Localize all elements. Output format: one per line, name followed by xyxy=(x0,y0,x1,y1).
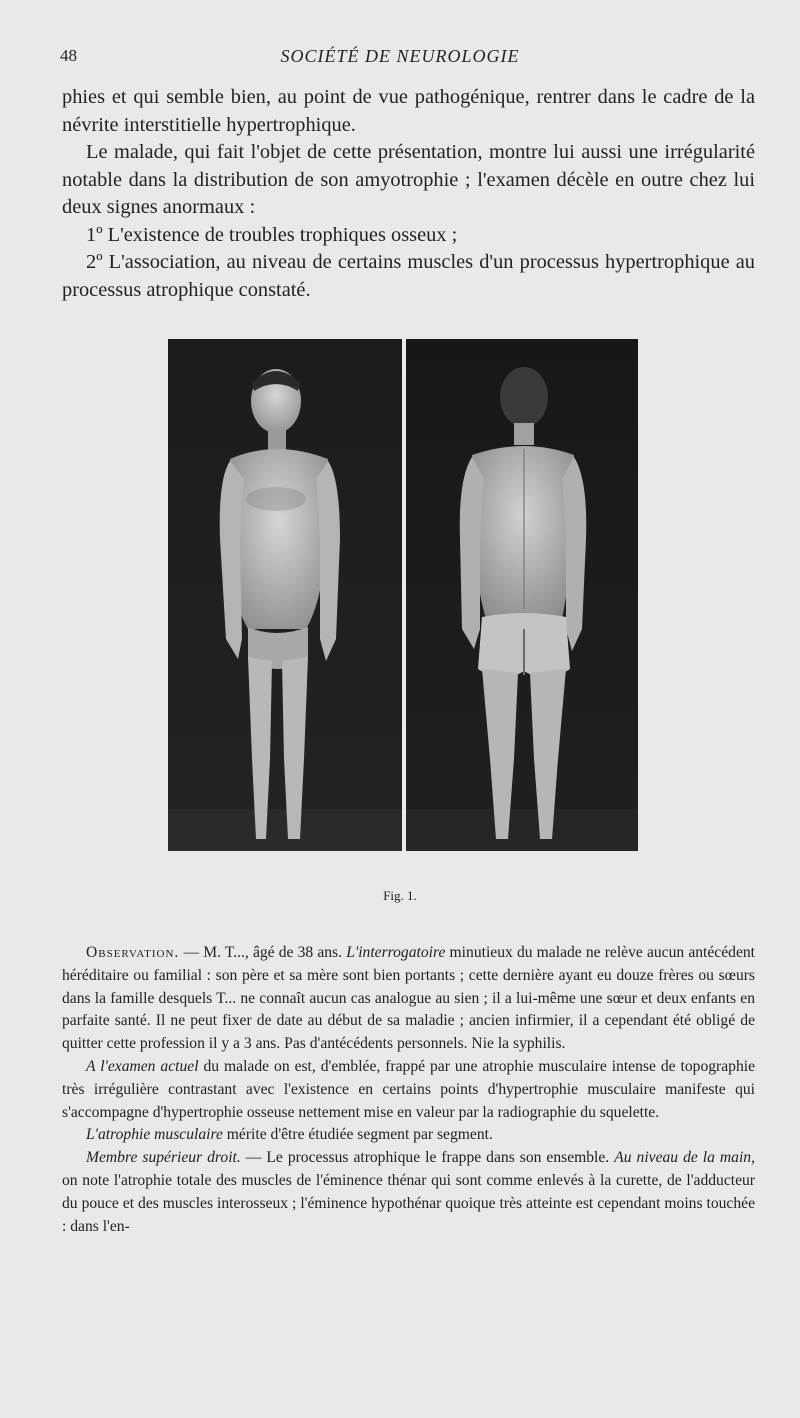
standing-figure-front xyxy=(168,339,402,851)
figure xyxy=(168,339,638,851)
atrophie-text: mérite d'être étudiée segment par segment. xyxy=(222,1126,493,1144)
observation-text-1: M. T..., âgé de 38 ans. xyxy=(203,944,347,961)
page-number: 48 xyxy=(60,46,77,65)
observation-italic: L'interrogatoire xyxy=(346,944,446,961)
standing-figure-back xyxy=(406,339,638,851)
atrophie-italic: L'atrophie musculaire xyxy=(86,1126,223,1144)
observation-text xyxy=(62,942,755,1238)
list-item: 1º L'existence de troubles trophiques osseux ; xyxy=(86,223,458,246)
photo-front-view xyxy=(168,339,402,851)
observation-text-2: minutieux du malade ne relève aucun antécédent héréditaire ou familial : son père et sa mère sont bien portants ; cette dernière ayant eu douze frères ou sœurs dans la famille desquels T... ne connaît aucun cas analogue au sien ; il a lui-même une sœur et deux enfants en parfaite santé. Il ne peut fixer de date au début de sa maladie ; ancien infirmier, il a cependant été obligé de quitter cette profession il y a 3 ans. Pas d'antécédents personnels. Nie la syphilis. xyxy=(62,944,755,1053)
figure-caption: Fig. 1. xyxy=(383,888,417,903)
examen-paragraph xyxy=(62,1056,755,1124)
membre-italic-2: Au niveau de la main, xyxy=(614,1149,755,1167)
examen-italic: A l'examen actuel xyxy=(86,1057,199,1075)
observation-heading: Observation. xyxy=(86,944,180,961)
atrophie-paragraph xyxy=(62,1124,755,1147)
body-text xyxy=(62,84,755,304)
membre-text-2: on note l'atrophie totale des muscles de l'éminence thénar qui sont comme enlevés à la curette, de l'adducteur du pouce et des muscles interosseux ; l'éminence hypothénar quoique très atteinte est cependant moins touchée : dans l'en- xyxy=(62,1171,755,1235)
photo-back-view xyxy=(406,339,638,851)
membre-text-1: — Le processus atrophique le frappe dans son ensemble. xyxy=(240,1149,615,1167)
membre-paragraph xyxy=(62,1147,755,1238)
examen-text: du malade on est, d'emblée, frappé par une atrophie musculaire intense de topographie très irrégulière contrastant avec l'existence en certains points d'hypertrophie musculaire manifeste qui s'accompagne d'hypertrophie osseuse nettement mise en valeur par la radiographie du squelette. xyxy=(62,1057,755,1121)
list-item: 2º L'association, au niveau de certains muscles d'un processus hypertrophique au processus atrophique constaté. xyxy=(62,251,755,301)
membre-italic-1: Membre supérieur droit. xyxy=(86,1149,241,1167)
paragraph: phies et qui semble bien, au point de vue pathogénique, rentrer dans le cadre de la névrite interstitielle hypertrophique. xyxy=(62,86,755,136)
observation-paragraph xyxy=(62,942,755,1056)
paragraph: Le malade, qui fait l'objet de cette présentation, montre lui aussi une irrégularité notable dans la distribution de son amyotrophie ; l'examen décèle en outre chez lui deux signes anormaux : xyxy=(62,141,755,218)
running-head: SOCIÉTÉ DE NEUROLOGIE xyxy=(280,46,520,66)
observation-dash: — xyxy=(179,944,204,961)
